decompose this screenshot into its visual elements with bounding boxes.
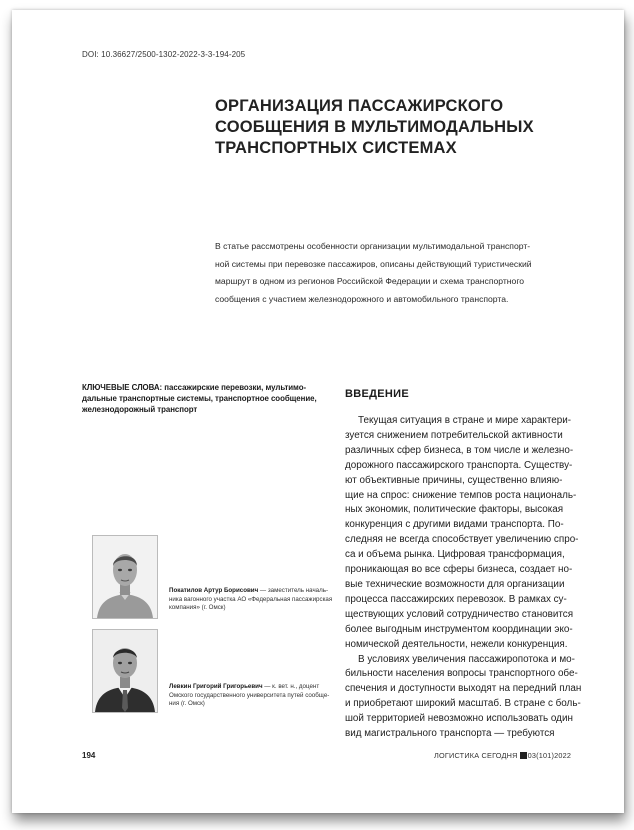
author-position: ника вагонного участка АО «Федеральная пассажирская [169, 595, 333, 603]
body-line: В условиях увеличения пассажиропотока и мо- [358, 653, 575, 665]
keywords-line: дальные транспортные системы, транспортное сообщение, [82, 394, 317, 403]
body-line: различных сфер бизнеса, в том числе и железно- [345, 444, 574, 456]
body-line: зуется снижением потребительской активности [345, 429, 563, 441]
body-line: Текущая ситуация в стране и мире характери- [358, 415, 572, 426]
author-position: Омского государственного университета путей сообще- [169, 691, 330, 699]
body-line: вые технические возможности для организации [345, 578, 565, 590]
body-line: и приобретают широкий масштаб. В стране с боль- [345, 698, 581, 710]
author-photo-levkin [92, 629, 158, 713]
body-line: более выгодным инструментом координации эко- [345, 623, 573, 635]
body-line: процесса пассажирских перевозок. В рамках су- [345, 593, 567, 605]
keywords-block [82, 382, 332, 415]
body-line: шой территорией невозможно использовать один [345, 713, 573, 725]
title-line: ОРГАНИЗАЦИЯ ПАССАЖИРСКОГО [215, 97, 504, 115]
body-line: ществующих условий сотрудничество становится [345, 608, 574, 620]
author-position: — заместитель началь- [258, 587, 329, 594]
author-position: компания» (г. Омск) [169, 604, 226, 612]
body-line: спечения и доступности выходят на передний план [345, 683, 582, 695]
author-position: — к. вет. н., доцент [262, 683, 320, 690]
body-line: следняя не всегда способствует увеличению спро- [345, 534, 579, 546]
square-icon [520, 752, 527, 759]
abstract-line: ной системы при перевозке пассажиров, описаны действующий туристический [215, 258, 532, 269]
title-line: СООБЩЕНИЯ В МУЛЬТИМОДАЛЬНЫХ [215, 118, 534, 136]
body-line: ных экономик, политические факторы, высокая [345, 504, 564, 516]
body-line: вид магистрального транспорта — требуются [345, 728, 555, 740]
author-name: Покатилов Артур Борисович [169, 587, 259, 594]
section-heading: ВВЕДЕНИЕ [345, 388, 409, 400]
author-photo-pokatilov [92, 535, 158, 619]
abstract-line: маршрут в одном из регионов Российской Федерации и схема транспортного [215, 276, 525, 286]
author-position: ния (г. Омск) [169, 700, 205, 708]
body-line: номической деятельности, нежели конкуренция. [345, 638, 568, 650]
body-line: проникающая во все сферы бизнеса, создает но- [345, 564, 573, 576]
body-line: дорожного пассажирского транспорта. Существу- [345, 459, 573, 471]
body-line: щие на спрос: снижение темпов роста националь- [345, 489, 577, 501]
keywords-line: КЛЮЧЕВЫЕ СЛОВА: пассажирские перевозки, мультимо- [82, 383, 307, 392]
article-abstract [215, 238, 595, 308]
page-number: 194 [82, 751, 96, 760]
keywords-line: железнодорожный транспорт [82, 405, 198, 414]
body-line: конкуренция с другими видами транспорта. По- [345, 519, 564, 531]
body-line: са и объема рынка. Цифровая трансформация, [345, 549, 565, 561]
author-name: Левкин Григорий Григорьевич [169, 683, 263, 690]
journal-name: ЛОГИСТИКА СЕГОДНЯ [434, 751, 518, 760]
doi-label: DOI: 10.36627/2500-1302-2022-3-3-194-205 [82, 50, 246, 59]
introduction-body [345, 414, 603, 742]
title-line: ТРАНСПОРТНЫХ СИСТЕМАХ [215, 139, 457, 157]
journal-footer [434, 751, 571, 760]
journal-issue: 03(101)2022 [527, 751, 572, 760]
abstract-line: сообщения с участием железнодорожного и автомобильного транспорта. [215, 293, 509, 304]
author-info-levkin [169, 683, 349, 709]
body-line: ют объективные причины, существенно влияю- [345, 474, 563, 486]
article-title [215, 96, 595, 159]
abstract-line: В статье рассмотрены особенности организации мультимодальной транспорт- [215, 241, 531, 251]
journal-page [12, 10, 624, 813]
body-line: бильности населения вопросы транспортного обе- [345, 668, 578, 680]
author-info-pokatilov [169, 587, 349, 613]
